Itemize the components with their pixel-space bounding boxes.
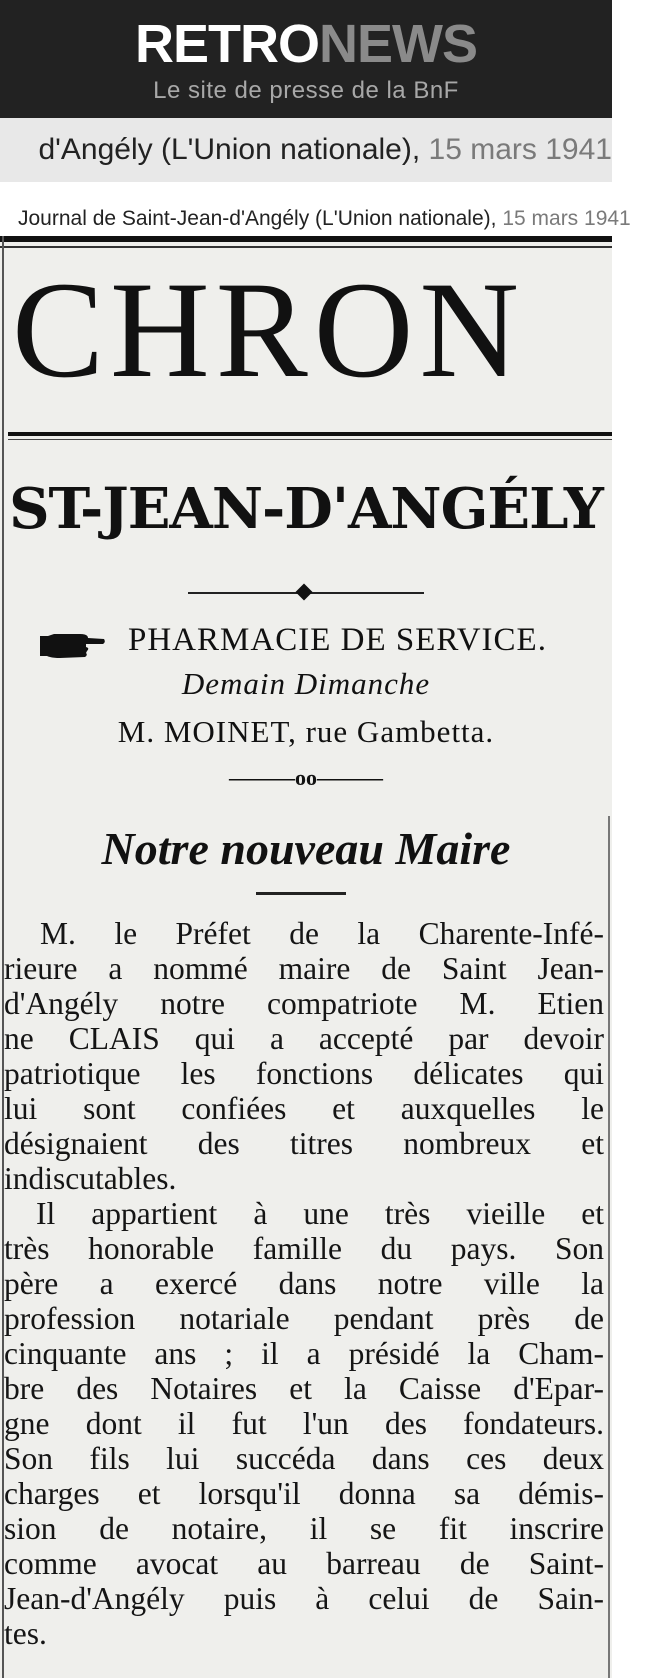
- article-headline: Notre nouveau Maire: [101, 823, 511, 874]
- body-line: père a exercé dans notre ville la: [4, 1266, 604, 1301]
- logo-news: NEWS: [319, 14, 477, 74]
- headline-rule: [256, 892, 346, 895]
- body-line: d'Angély notre compatriote M. Etien: [4, 986, 604, 1021]
- site-header: [0, 0, 612, 118]
- title-publication: d'Angély (L'Union nationale),: [38, 133, 421, 166]
- body-line: gne dont il fut l'un des fondateurs.: [4, 1406, 604, 1441]
- ornament-diamond: [296, 584, 313, 601]
- title-date: 15 mars 1941: [428, 133, 612, 166]
- caption-date: 15 mars 1941: [502, 207, 631, 230]
- column-divider: [608, 816, 610, 1678]
- body-line: sion de notaire, il se fit inscrire: [4, 1511, 604, 1546]
- body-line: Il appartient à une très vieille et: [36, 1196, 604, 1231]
- retronews-logo[interactable]: [0, 14, 612, 74]
- body-line: Jean-d'Angély puis à celui de Sain-: [4, 1581, 604, 1616]
- body-line: bre des Notaires et la Caisse d'Epar-: [4, 1371, 604, 1406]
- pointing-hand-icon: [40, 630, 106, 660]
- body-line: M. le Préfet de la Charente-Infé-: [40, 916, 604, 951]
- body-line: profession notariale pendant près de: [4, 1301, 604, 1336]
- pharmacy-name: M. MOINET, rue Gambetta.: [117, 714, 495, 749]
- body-line: charges et lorsqu'il donna sa démis-: [4, 1476, 604, 1511]
- body-line: très honorable famille du pays. Son: [4, 1231, 604, 1266]
- newspaper-scan: [0, 236, 612, 1678]
- site-tagline: Le site de presse de la BnF: [153, 77, 459, 104]
- pharmacy-day: Demain Dimanche: [181, 666, 431, 701]
- section-separator: ———oo———: [229, 765, 383, 790]
- article-body: [4, 916, 604, 1651]
- pharmacy-heading: PHARMACIE DE SERVICE.: [128, 622, 547, 658]
- document-title-bar: [0, 118, 612, 182]
- body-line: ne CLAIS qui a accepté par devoir: [4, 1021, 604, 1056]
- scan-top-rule-thin: [0, 246, 612, 248]
- body-line: Son fils lui succéda dans ces deux: [4, 1441, 604, 1476]
- section-town-heading: ST-JEAN-D'ANGÉLY: [9, 476, 603, 542]
- body-line: indiscutables.: [4, 1161, 177, 1196]
- caption-publication: Journal de Saint-Jean-d'Angély (L'Union nationale),: [18, 207, 497, 230]
- body-line: lui sont confiées et auxquelles le: [4, 1091, 604, 1126]
- masthead-rule-thin: [8, 439, 612, 440]
- body-line: patriotique les fonctions délicates qui: [4, 1056, 604, 1091]
- scan-top-rule: [0, 236, 612, 242]
- body-line: tes.: [4, 1616, 47, 1651]
- body-line: comme avocat au barreau de Saint-: [4, 1546, 604, 1581]
- body-line: rieure a nommé maire de Saint Jean-: [4, 951, 604, 986]
- body-line: désignaient des titres nombreux et: [4, 1126, 604, 1161]
- masthead-title: CHRON: [12, 253, 526, 406]
- image-caption: [0, 182, 631, 236]
- logo-retro: RETRO: [135, 14, 319, 74]
- body-line: cinquante ans ; il a présidé la Cham-: [4, 1336, 604, 1371]
- masthead-rule: [8, 432, 612, 436]
